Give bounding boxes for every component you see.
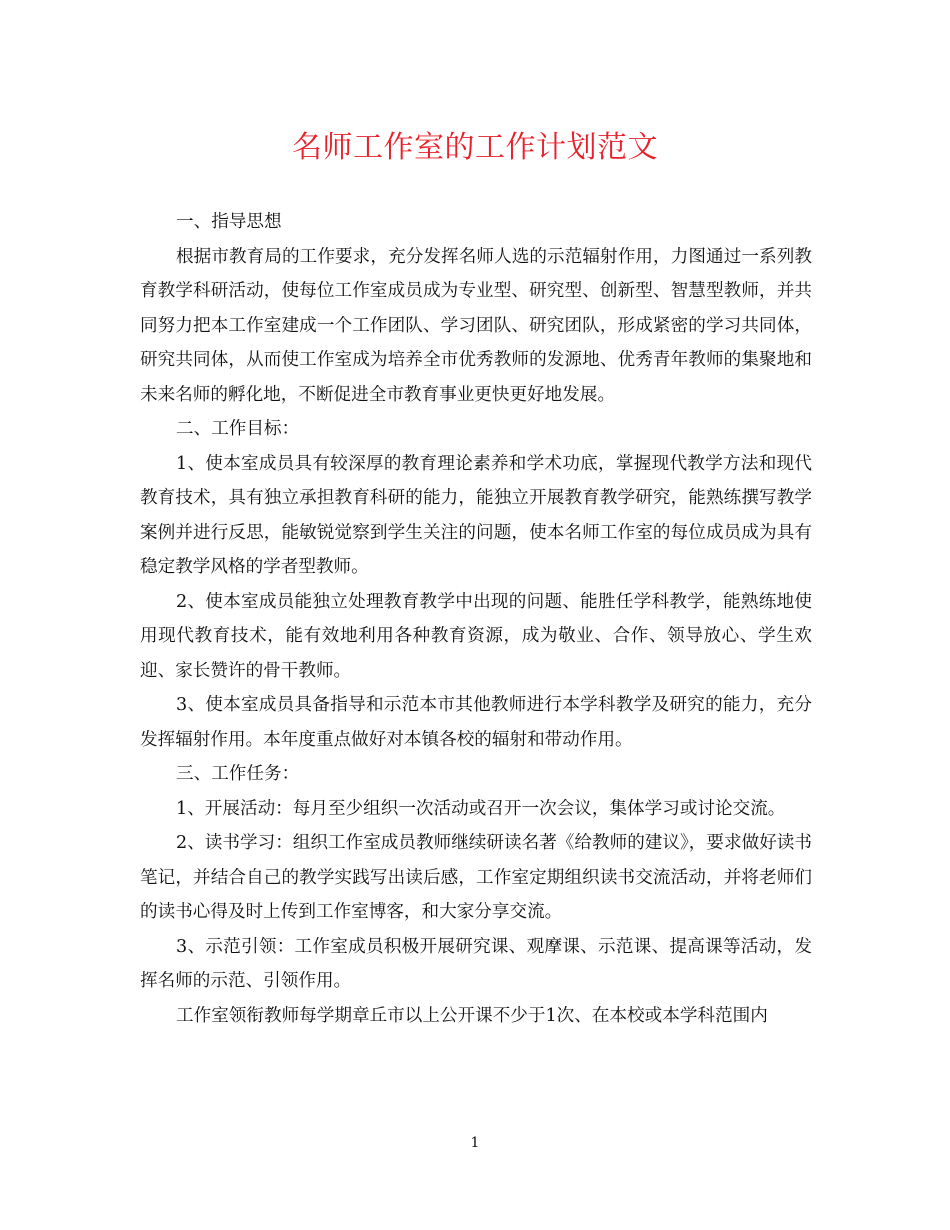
paragraph-task-2: 2、读书学习：组织工作室成员教师继续研读名著《给教师的建议》，要求做好读书笔记，并结合自己的教学实践写出读后感，工作室定期组织读书交流活动，并将老师们的读书心得及时上传到工作室博客，和大家分享交流。 [140, 833, 812, 922]
page-number: 1 [470, 1135, 480, 1151]
document-title: 名师工作室的工作计划范文 [292, 130, 658, 165]
paragraph-guiding-ideology: 根据市教育局的工作要求，充分发挥名师人选的示范辐射作用，力图通过一系列教育教学科研活动，使每位工作室成员成为专业型、研究型、创新型、智慧型教师，并共同努力把本工作室建成一个工作团队、学习团队、研究团队，形成紧密的学习共同体，研究共同体，从而使工作室成为培养全市优秀教师的发源地、优秀青年教师的集聚地和未来名师的孵化地，不断促进全市教育事业更快更好地发展。 [140, 246, 812, 405]
paragraph-task-3: 3、示范引领：工作室成员积极开展研究课、观摩课、示范课、提高课等活动，发挥名师的示范、引领作用。 [140, 936, 812, 991]
paragraph-goal-2: 2、使本室成员能独立处理教育教学中出现的问题、能胜任学科教学，能熟练地使用现代教育技术，能有效地利用各种教育资源，成为敬业、合作、领导放心、学生欢迎、家长赞许的骨干教师。 [140, 591, 812, 681]
paragraph-goal-3: 3、使本室成员具备指导和示范本市其他教师进行本学科教学及研究的能力，充分发挥辐射作用。本年度重点做好对本镇各校的辐射和带动作用。 [140, 695, 812, 750]
section-heading-work-tasks: 三、工作任务： [176, 764, 300, 784]
section-heading-guiding-ideology: 一、指导思想 [176, 212, 282, 232]
paragraph-task-3-detail: 工作室领衔教师每学期章丘市以上公开课不少于1次、在本校或本学科范围内 [176, 1005, 768, 1026]
paragraph-goal-1: 1、使本室成员具有较深厚的教育理论素养和学术功底，掌握现代教学方法和现代教育技术，具有独立承担教育科研的能力，能独立开展教育教学研究，能熟练撰写教学案例并进行反思，能敏锐觉察到学生关注的问题，使本名师工作室的每位成员成为具有稳定教学风格的学者型教师。 [140, 453, 812, 577]
paragraph-task-1: 1、开展活动：每月至少组织一次活动或召开一次会议，集体学习或讨论交流。 [176, 798, 786, 819]
section-heading-work-goals: 二、工作目标： [176, 419, 300, 439]
document-body [140, 205, 812, 1033]
